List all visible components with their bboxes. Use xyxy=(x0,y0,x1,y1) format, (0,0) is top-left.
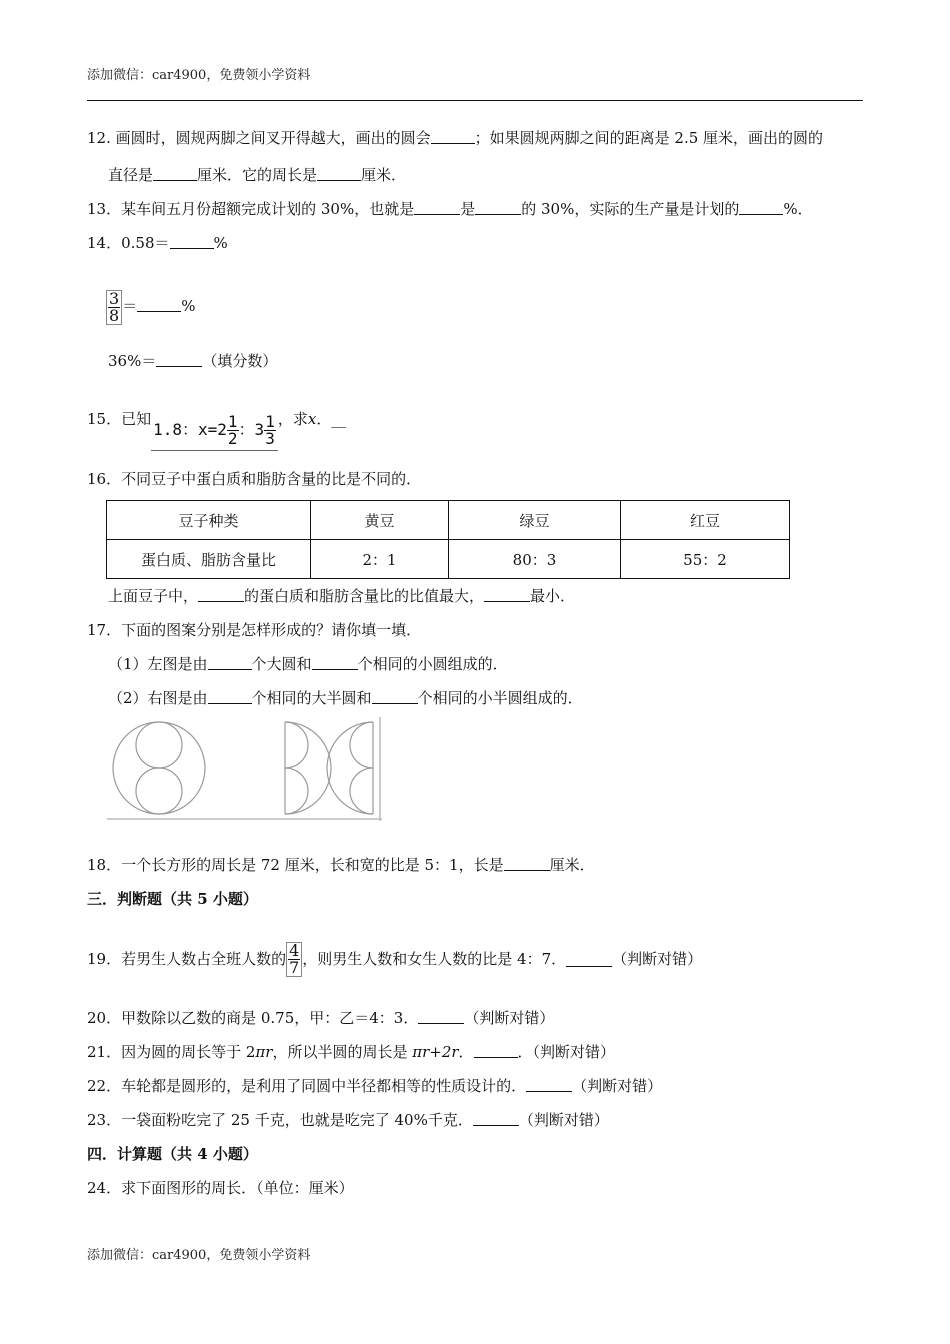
q20-text-a: 20．甲数除以乙数的商是 0.75，甲：乙＝4：3． xyxy=(87,1009,419,1027)
right-pattern xyxy=(285,722,373,814)
q18-text-b: 厘米． xyxy=(549,856,595,874)
q23-text-a: 23．一袋面粉吃完了 25 千克，也就是吃完了 40%千克． xyxy=(87,1111,473,1129)
footer-note: 添加微信：car4900，免费领小学资料 xyxy=(87,1248,311,1263)
small-semicircle xyxy=(350,722,373,768)
question-20 xyxy=(87,1008,554,1028)
q16-text-b: 的蛋白质和脂肪含量比的比值最大， xyxy=(244,587,485,605)
fraction-three-eighths: $\frac{3}{8}$ xyxy=(106,290,122,325)
answer-blank[interactable] xyxy=(208,654,252,670)
answer-blank[interactable] xyxy=(372,688,418,704)
q12-text-d: 厘米．它的周长是 xyxy=(197,166,318,184)
small-circle xyxy=(136,768,182,814)
left-pattern xyxy=(113,722,205,814)
answer-blank[interactable] xyxy=(153,165,197,181)
question-16-follow xyxy=(108,586,575,606)
q17-text-f: 个相同的小半圆组成的． xyxy=(417,689,583,707)
answer-blank[interactable] xyxy=(475,199,521,215)
answer-blank[interactable] xyxy=(739,199,783,215)
answer-blank[interactable] xyxy=(474,1042,518,1058)
question-14-line2 xyxy=(106,288,195,325)
question-16-intro: 16．不同豆子中蛋白质和脂肪含量的比是不同的． xyxy=(87,470,422,488)
q19-text-a: 19．若男生人数占全班人数的 xyxy=(87,950,287,968)
q18-text-a: 18．一个长方形的周长是 72 厘米，长和宽的比是 5：1，长是 xyxy=(87,856,504,874)
answer-blank[interactable] xyxy=(414,199,460,215)
section-4-title: 四．计算题（共 4 小题） xyxy=(87,1145,258,1163)
answer-blank[interactable] xyxy=(431,128,475,144)
question-14-line3 xyxy=(108,351,277,371)
question-24: 24．求下面图形的周长．（单位：厘米） xyxy=(87,1179,354,1197)
table-cell: 豆子种类 xyxy=(107,501,311,540)
q15-text-b: ，求 xyxy=(277,410,308,428)
q19-text-b: ，则男生人数和女生人数的比是 4：7． xyxy=(302,950,567,968)
answer-blank[interactable] xyxy=(566,951,612,967)
answer-blank[interactable] xyxy=(317,165,361,181)
table-row xyxy=(107,540,790,579)
q17-text-a: （1）左图是由 xyxy=(108,655,208,673)
table-cell: 红豆 xyxy=(621,501,790,540)
q23-text-b: （判断对错） xyxy=(518,1111,609,1129)
small-semicircle xyxy=(285,722,308,768)
q16-text-a: 上面豆子中， xyxy=(108,587,199,605)
q14-equals: ＝ xyxy=(122,297,138,315)
answer-blank[interactable] xyxy=(137,296,181,312)
fraction-four-sevenths: $\frac{4}{7}$ xyxy=(286,942,302,977)
question-17-part1 xyxy=(108,654,508,674)
small-circle xyxy=(136,722,182,768)
answer-blank[interactable] xyxy=(198,586,244,602)
q13-text-a: 13．某车间五月份超额完成计划的 30%，也就是 xyxy=(87,200,415,218)
q17-text-d: （2）右图是由 xyxy=(108,689,208,707)
q13-text-b: 是 xyxy=(460,200,476,218)
q15-variable: x xyxy=(307,410,317,428)
q21-expression: πr+2r xyxy=(412,1043,459,1061)
header-note: 添加微信：car4900，免费领小学资料 xyxy=(87,68,311,83)
circle-patterns-figure xyxy=(107,717,382,821)
q14-percent: % xyxy=(181,297,196,315)
q19-text-c: （判断对错） xyxy=(612,950,703,968)
question-22 xyxy=(87,1076,662,1096)
table-header-row xyxy=(107,501,790,540)
q21-text-c: ． xyxy=(458,1043,474,1061)
q21-text-d: ．（判断对错） xyxy=(517,1043,616,1061)
q14-text-a: 14．0.58＝ xyxy=(87,234,170,252)
question-15 xyxy=(87,409,346,451)
bean-ratio-table xyxy=(106,500,790,579)
answer-blank[interactable] xyxy=(156,351,202,367)
answer-blank[interactable] xyxy=(208,688,252,704)
table-cell: 蛋白质、脂肪含量比 xyxy=(107,540,311,579)
q12-text-e: 厘米． xyxy=(361,166,407,184)
q21-pi-r: πr xyxy=(255,1043,273,1061)
small-semicircle xyxy=(285,768,308,814)
q17-text-e: 个相同的大半圆和 xyxy=(251,689,372,707)
large-semicircle xyxy=(285,722,331,814)
table-cell: 2：1 xyxy=(311,540,449,579)
table-cell: 55：2 xyxy=(621,540,790,579)
header-divider xyxy=(87,100,863,101)
q17-text-c: 个相同的小圆组成的． xyxy=(357,655,508,673)
q12-text-b: ；如果圆规两脚之间的距离是 2.5 厘米，画出的圆的 xyxy=(474,129,824,147)
question-12-line2 xyxy=(108,165,406,185)
q20-text-b: （判断对错） xyxy=(464,1009,555,1027)
question-17-part2 xyxy=(108,688,583,708)
answer-blank[interactable] xyxy=(170,233,214,249)
q14-text-b: % xyxy=(213,234,228,252)
q15-text-c: ．__ xyxy=(316,410,347,428)
large-semicircle xyxy=(327,722,373,814)
question-18 xyxy=(87,855,595,875)
table-cell: 80：3 xyxy=(449,540,621,579)
table-cell: 绿豆 xyxy=(449,501,621,540)
question-19 xyxy=(87,938,702,978)
answer-blank[interactable] xyxy=(504,855,550,871)
q16-text-c: 最小． xyxy=(530,587,576,605)
question-17-intro: 17．下面的图案分别是怎样形成的？请你填一填． xyxy=(87,621,422,639)
question-21 xyxy=(87,1042,615,1062)
q12-text-c: 直径是 xyxy=(108,166,154,184)
small-semicircle xyxy=(350,768,373,814)
q22-text-a: 22．车轮都是圆形的，是利用了同圆中半径都相等的性质设计的． xyxy=(87,1077,527,1095)
q13-text-d: %． xyxy=(783,200,813,218)
question-14-line1 xyxy=(87,233,228,253)
q22-text-b: （判断对错） xyxy=(572,1077,663,1095)
answer-blank[interactable] xyxy=(473,1110,519,1126)
question-12-line1 xyxy=(87,128,823,148)
q15-text-a: 15．已知 xyxy=(87,410,152,428)
q14-text-c: 36%＝ xyxy=(108,352,157,370)
table-cell: 黄豆 xyxy=(311,501,449,540)
q21-text-b: ，所以半圆的周长是 xyxy=(272,1043,413,1061)
answer-blank[interactable] xyxy=(418,1008,464,1024)
q13-text-c: 的 30%，实际的生产量是计划的 xyxy=(521,200,740,218)
answer-blank[interactable] xyxy=(526,1076,572,1092)
q17-text-b: 个大圆和 xyxy=(251,655,312,673)
question-13 xyxy=(87,199,813,219)
question-23 xyxy=(87,1110,609,1130)
q12-text-a: 12. 画圆时，圆规两脚之间叉开得越大，画出的圆会 xyxy=(87,129,431,147)
section-3-title: 三．判断题（共 5 小题） xyxy=(87,890,258,908)
q14-text-d: （填分数） xyxy=(202,352,278,370)
q21-text-a: 21．因为圆的周长等于 2 xyxy=(87,1043,256,1061)
answer-blank[interactable] xyxy=(484,586,530,602)
proportion-formula: 1.8：x=2 $\frac{1}{2}$ ：3 $\frac{1}{3}$ xyxy=(151,410,278,451)
answer-blank[interactable] xyxy=(312,654,358,670)
